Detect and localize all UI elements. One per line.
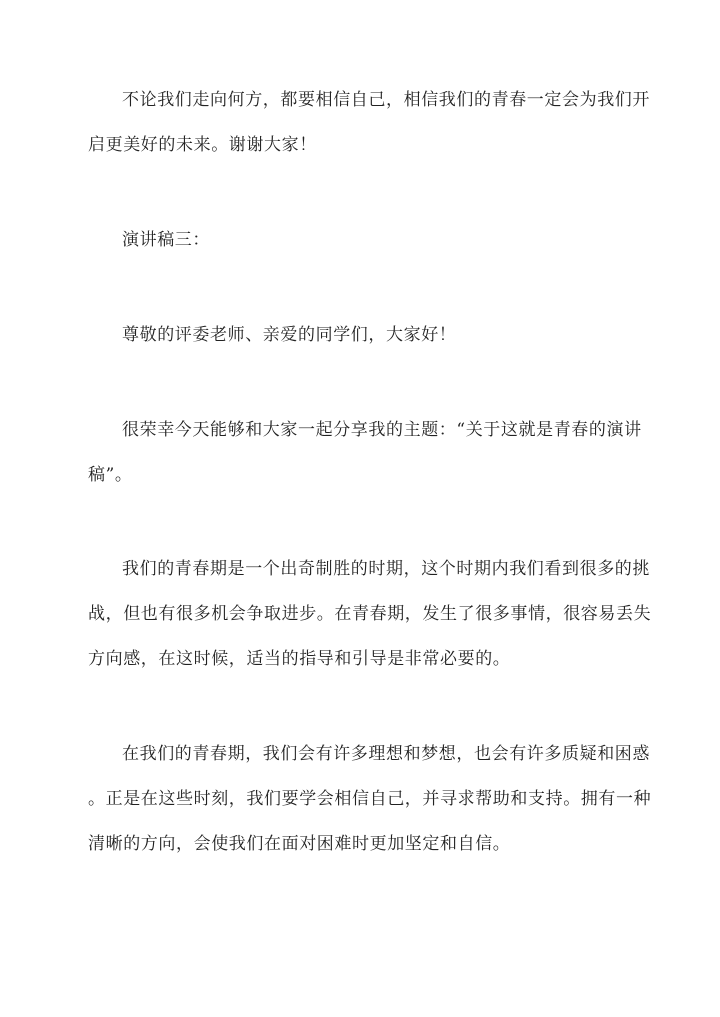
paragraph-6-line-1: 在我们的青春期，我们会有许多理想和梦想，也会有许多质疑和困惑	[122, 744, 650, 764]
greeting-line: 尊敬的评委老师、亲爱的同学们，大家好！	[122, 325, 457, 345]
paragraph-5-line-2: 战，但也有很多机会争取进步。在青春期，发生了很多事情，很容易丢失	[88, 604, 652, 624]
paragraph-5-line-1: 我们的青春期是一个出奇制胜的时期，这个时期内我们看到很多的挑	[122, 559, 650, 579]
paragraph-5-line-3: 方向感，在这时候，适当的指导和引导是非常必要的。	[88, 649, 511, 669]
paragraph-4-line-2: 稿”。	[88, 465, 133, 485]
paragraph-4-line-1: 很荣幸今天能够和大家一起分享我的主题：“关于这就是青春的演讲	[122, 420, 642, 440]
paragraph-6-line-2: 。正是在这些时刻，我们要学会相信自己，并寻求帮助和支持。拥有一种	[88, 789, 652, 809]
paragraph-6-line-3: 清晰的方向，会使我们在面对困难时更加坚定和自信。	[88, 834, 511, 854]
paragraph-1-line-1: 不论我们走向何方，都要相信自己，相信我们的青春一定会为我们开	[122, 90, 650, 110]
paragraph-1-line-2: 启更美好的未来。谢谢大家！	[88, 135, 317, 155]
section-heading: 演讲稿三：	[122, 230, 210, 250]
